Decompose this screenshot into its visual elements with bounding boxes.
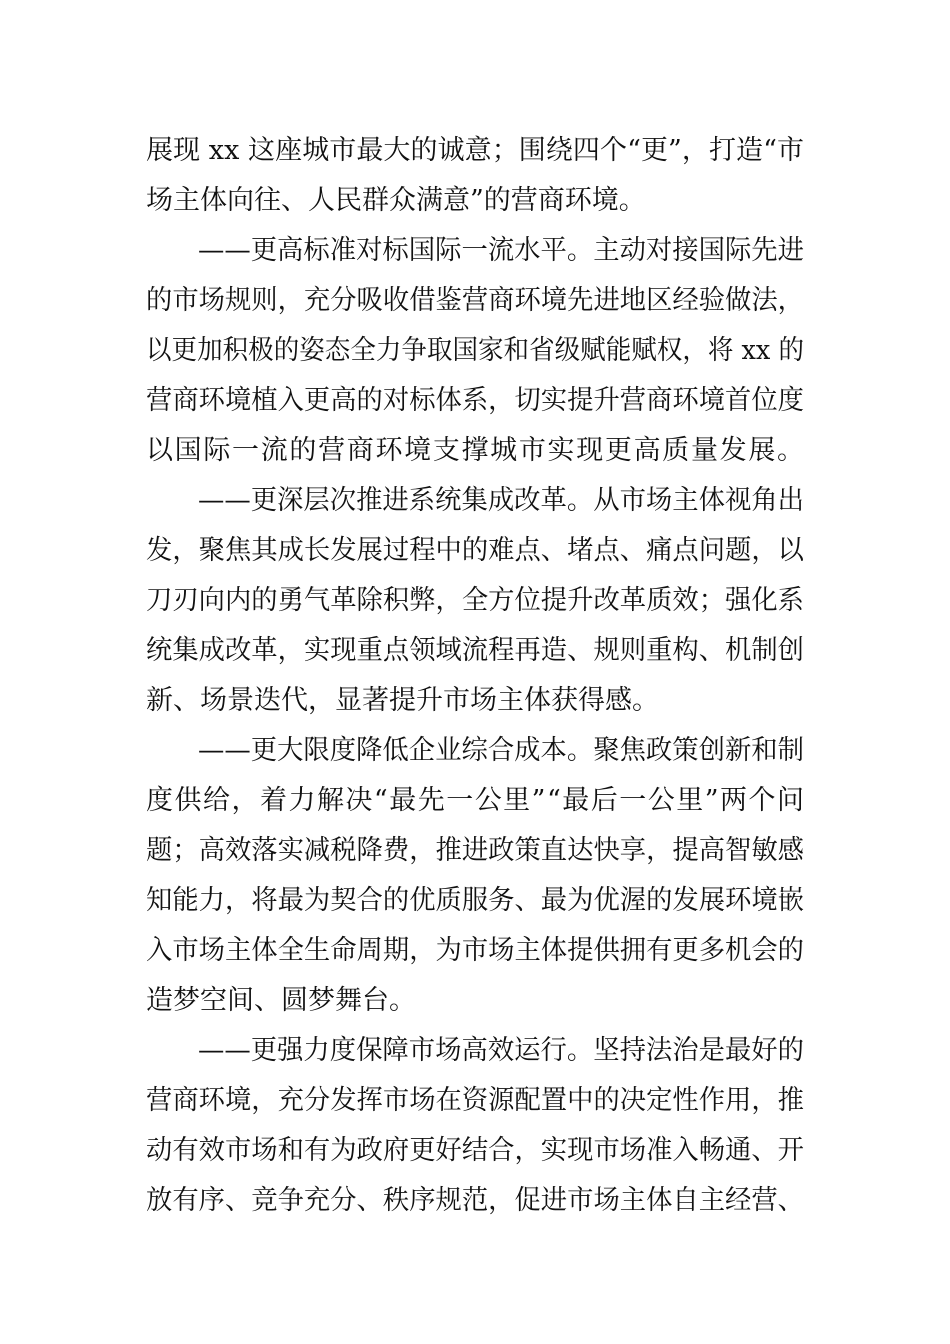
text-line: ——更高标准对标国际一流水平。主动对接国际先进	[198, 235, 804, 266]
text-line: ——更强力度保障市场高效运行。坚持法治是最好的	[198, 1035, 804, 1066]
text-line: 营商环境植入更高的对标体系，切实提升营商环境首位度	[146, 385, 804, 416]
text-line: 放有序、竞争充分、秩序规范，促进市场主体自主经营、	[146, 1185, 804, 1216]
text-line: 动有效市场和有为政府更好结合，实现市场准入畅通、开	[146, 1135, 804, 1166]
text-line: 入市场主体全生命周期，为市场主体提供拥有更多机会的	[146, 935, 804, 966]
text-line: 统集成改革，实现重点领域流程再造、规则重构、机制创	[146, 635, 804, 666]
text-line: 以国际一流的营商环境支撑城市实现更高质量发展。	[146, 435, 806, 466]
text-line: 的市场规则，充分吸收借鉴营商环境先进地区经验做法，	[146, 285, 804, 316]
text-line: 度供给，着力解决“最先一公里”“最后一公里”两个问	[146, 785, 806, 816]
text-line: 发，聚焦其成长发展过程中的难点、堵点、痛点问题，以	[146, 535, 804, 566]
text-line: 以更加积极的姿态全力争取国家和省级赋能赋权，将 xx 的	[146, 335, 804, 366]
text-line: 知能力，将最为契合的优质服务、最为优渥的发展环境嵌	[146, 885, 804, 916]
text-line: ——更深层次推进系统集成改革。从市场主体视角出	[198, 485, 804, 516]
text-line: 展现 xx 这座城市最大的诚意；围绕四个“更”，打造“市	[146, 135, 805, 166]
text-line: 营商环境，充分发挥市场在资源配置中的决定性作用，推	[146, 1085, 804, 1116]
text-line: ——更大限度降低企业综合成本。聚焦政策创新和制	[198, 735, 804, 766]
text-line: 造梦空间、圆梦舞台。	[146, 985, 416, 1016]
text-line: 刀刃向内的勇气革除积弊，全方位提升改革质效；强化系	[146, 585, 804, 616]
text-line: 题；高效落实减税降费，推进政策直达快享，提高智敏感	[146, 835, 804, 866]
text-line: 场主体向往、人民群众满意”的营商环境。	[146, 185, 646, 216]
text-line: 新、场景迭代，显著提升市场主体获得感。	[146, 685, 659, 716]
